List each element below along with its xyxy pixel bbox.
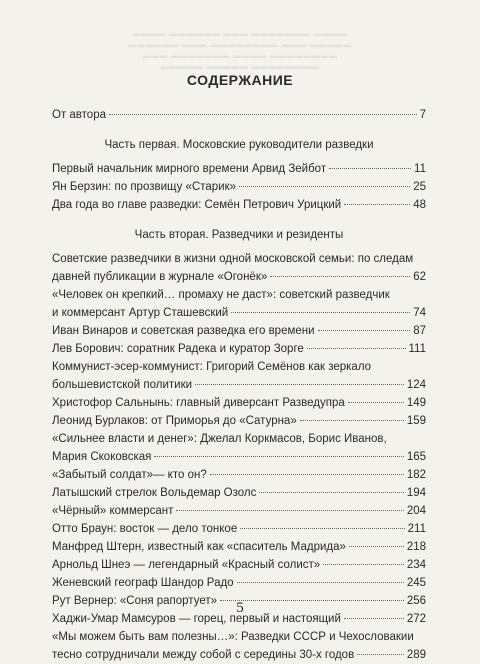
toc-entry-text: Коммунист-эсер-коммунист: Григорий Семёнов как зеркало xyxy=(52,361,372,373)
leader-dots xyxy=(270,276,410,277)
toc-entry-text: давней публикации в журнале «Огонёк» xyxy=(52,271,268,283)
leader-dots xyxy=(357,654,404,655)
toc-entry[interactable] xyxy=(52,358,426,394)
leader-dots xyxy=(349,546,404,547)
toc-entry[interactable] xyxy=(52,250,426,286)
toc-entry-page: 111 xyxy=(408,343,426,355)
toc-entry[interactable] xyxy=(52,322,426,340)
toc-entry-text: Лев Борович: соратник Радека и куратор Зорге xyxy=(52,343,304,355)
toc-entry-text: большевистской политики xyxy=(52,379,193,391)
part-heading-2: Часть вторая. Разведчики и резиденты xyxy=(134,229,344,241)
toc-entry-text: «Забытый солдат»— кто он? xyxy=(52,469,207,481)
toc-entry[interactable] xyxy=(52,484,426,502)
toc-entry[interactable] xyxy=(52,628,426,664)
toc-entry-page: 245 xyxy=(406,577,426,589)
toc-entry-text: «Сильнее власти и денег»: Джелал Коркмасов, Борис Иванов, xyxy=(52,433,387,445)
leader-dots xyxy=(240,528,404,529)
toc-entry-page: 182 xyxy=(406,469,426,481)
toc-entry-text: и коммерсант Артур Сташевский xyxy=(52,307,229,319)
table-of-contents xyxy=(52,106,426,664)
leader-dots xyxy=(195,384,404,385)
part-heading-1: Часть первая. Московские руководители разведки xyxy=(104,139,374,151)
toc-entry[interactable] xyxy=(52,538,426,556)
leader-dots xyxy=(323,564,404,565)
leader-dots xyxy=(259,492,403,493)
toc-entry-text: Отто Браун: восток — дело тонкое xyxy=(52,523,238,535)
toc-entry[interactable] xyxy=(52,340,426,358)
toc-entry-text: Манфред Штерн, известный как «спаситель Мадрида» xyxy=(52,541,346,553)
leader-dots xyxy=(210,474,404,475)
toc-entry-page: 256 xyxy=(406,595,426,607)
toc-entry-page: 25 xyxy=(413,181,426,193)
toc-entry[interactable] xyxy=(52,196,426,214)
toc-entry-text: Советские разведчики в жизни одной московской семьи: по следам xyxy=(52,253,414,265)
leader-dots xyxy=(176,510,403,511)
toc-entry-text: Латышский стрелок Вольдемар Озолс xyxy=(52,487,257,499)
leader-dots xyxy=(344,618,404,619)
toc-entry-text: тесно сотрудничали между собой с середины 30-х годов xyxy=(52,649,355,661)
toc-entry-text: От автора xyxy=(52,109,106,121)
toc-entry-text: «Чёрный» коммерсант xyxy=(52,505,174,517)
toc-entry-page: 7 xyxy=(419,109,426,121)
toc-entry[interactable] xyxy=(52,178,426,196)
toc-entry-text: Два года во главе разведки: Семён Петрович Урицкий xyxy=(52,199,342,211)
leader-dots xyxy=(239,186,410,187)
toc-entry-page: 165 xyxy=(406,451,426,463)
leader-dots xyxy=(348,402,404,403)
toc-entry-text: Рут Вернер: «Соня рапортует» xyxy=(52,595,217,607)
toc-entry-page: 11 xyxy=(414,163,426,175)
toc-entry-text: Хаджи-Умар Мамсуров — горец, первый и настоящий xyxy=(52,613,341,625)
toc-entry[interactable] xyxy=(52,520,426,538)
toc-entry[interactable] xyxy=(52,160,426,178)
part1-entries xyxy=(52,160,426,214)
toc-entry-page: 149 xyxy=(406,397,426,409)
leader-dots xyxy=(154,456,403,457)
toc-entry-text: Леонид Бурлаков: от Приморья до «Сатурна» xyxy=(52,415,297,427)
leader-dots xyxy=(307,348,406,349)
leader-dots xyxy=(344,204,410,205)
toc-entry[interactable] xyxy=(52,430,426,466)
toc-entry[interactable] xyxy=(52,412,426,430)
toc-entry-page: 204 xyxy=(406,505,426,517)
toc-entry-page: 211 xyxy=(407,523,426,535)
toc-entry-text: Христофор Сальнынь: главный диверсант Разведупра xyxy=(52,397,345,409)
toc-entry-page: 218 xyxy=(406,541,426,553)
leader-dots xyxy=(231,312,410,313)
toc-entry[interactable] xyxy=(52,556,426,574)
toc-entry-text: Иван Винаров и советская разведка его времени xyxy=(52,325,315,337)
toc-entry-text: Женевский географ Шандор Радо xyxy=(52,577,234,589)
toc-entry-page: 74 xyxy=(413,307,426,319)
toc-entry-page: 194 xyxy=(406,487,426,499)
bleed-through-text: ▬▬▬▬ ▬▬▬▬▬▬ ▬▬▬ ▬▬▬▬▬▬▬ ▬▬▬▬ ▬▬▬▬▬▬ ▬▬▬ ▬▬▬▬▬▬▬▬ ▬▬▬ ▬▬▬▬▬ ▬▬▬ ▬▬▬▬▬▬▬ ▬▬▬▬ ▬▬▬▬▬▬▬▬ ▬▬▬▬▬ ▬▬▬▬▬ ▬▬▬▬▬▬▬▬ xyxy=(128,29,352,71)
leader-dots xyxy=(300,420,404,421)
leader-dots xyxy=(237,582,404,583)
leader-dots xyxy=(318,330,411,331)
toc-entry-text: «Мы можем быть вам полезны…»: Разведки СССР и Чехословакии xyxy=(52,631,414,643)
toc-entry-page: 272 xyxy=(406,613,426,625)
toc-entry-page: 234 xyxy=(406,559,426,571)
leader-dots xyxy=(329,168,411,169)
page-number: 5 xyxy=(236,600,244,616)
toc-entry-page: 48 xyxy=(413,199,426,211)
toc-entry-text: «Человек он крепкий… промаху не даст»: советский разведчик xyxy=(52,289,390,301)
toc-entry[interactable] xyxy=(52,502,426,520)
toc-entry-page: 87 xyxy=(413,325,426,337)
toc-entry-page: 62 xyxy=(413,271,426,283)
leader-dots xyxy=(109,114,417,115)
toc-entry-text: Арнольд Шнеэ — легендарный «Красный солист» xyxy=(52,559,321,571)
toc-entry[interactable] xyxy=(52,466,426,484)
toc-entry-page: 159 xyxy=(406,415,426,427)
toc-entry-text: Первый начальник мирного времени Арвид Зейбот xyxy=(52,163,327,175)
toc-entry-text: Мария Скоковская xyxy=(52,451,152,463)
toc-entry[interactable] xyxy=(52,574,426,592)
toc-entry[interactable] xyxy=(52,394,426,412)
toc-entry-text: Ян Берзин: по прозвищу «Старик» xyxy=(52,181,237,193)
page-title: СОДЕРЖАНИЕ xyxy=(186,72,294,88)
toc-entry-page: 124 xyxy=(406,379,426,391)
toc-entry-intro[interactable] xyxy=(52,106,426,124)
toc-entry[interactable] xyxy=(52,286,426,322)
toc-entry-page: 289 xyxy=(406,649,426,661)
